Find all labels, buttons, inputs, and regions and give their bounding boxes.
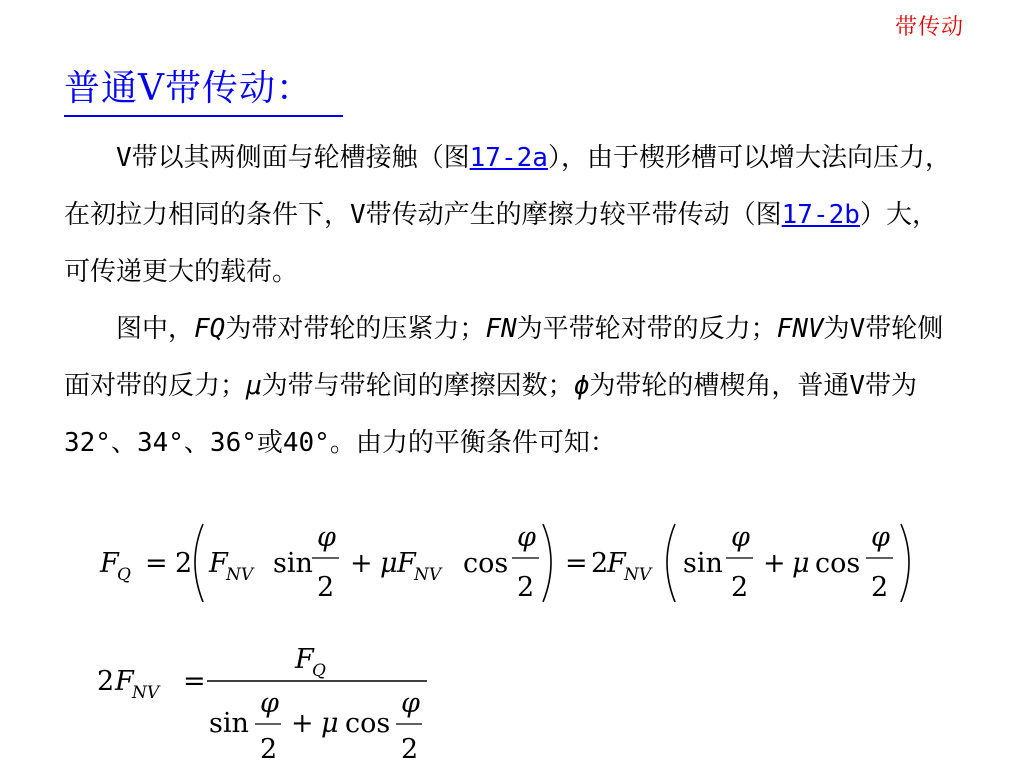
f1-den-two-3: 2 <box>731 572 749 603</box>
f2-sub-NV: NV <box>132 683 160 703</box>
symbol-fq: FQ <box>194 314 226 344</box>
f1-F2: F <box>209 548 228 579</box>
f1-mu-1: μ <box>380 548 398 579</box>
f1-cos-1: cos <box>463 548 509 579</box>
f1-eq-2: = <box>565 548 588 579</box>
f1-eq: = <box>145 548 168 579</box>
para2-text-2: 为带对带轮的压紧力； <box>225 314 486 344</box>
f2-mu: μ <box>321 708 339 739</box>
f2-phi-1: φ <box>260 688 279 719</box>
f1-paren-right-1 <box>543 524 551 602</box>
f1-sin-2: sin <box>683 548 723 579</box>
f1-den-two-2: 2 <box>517 572 535 603</box>
para1-text-3: ）大，可传递更大的载荷。 <box>64 200 938 287</box>
f1-sub-NV-1: NV <box>226 565 254 585</box>
f1-F4: F <box>607 548 626 579</box>
para2-text-3: 为平带轮对带的反力； <box>516 314 777 344</box>
f1-mu-2: μ <box>792 548 810 579</box>
formula-2fnv <box>95 632 435 766</box>
paragraph-v-belt-intro <box>64 130 954 301</box>
f1-sub-Q: Q <box>117 565 131 585</box>
f1-cos-2: cos <box>815 548 861 579</box>
f1-paren-left-1 <box>195 524 203 602</box>
f2-cos: cos <box>345 708 391 739</box>
f2-two: 2 <box>97 666 115 697</box>
para2-text-1: 图中， <box>116 314 195 344</box>
f2-F: F <box>115 666 134 697</box>
f2-sub-Q: Q <box>312 661 326 681</box>
f1-two-2: 2 <box>591 548 609 579</box>
f1-plus-1: + <box>350 548 373 579</box>
f1-sub-NV-3: NV <box>624 565 652 585</box>
f1-two: 2 <box>175 548 193 579</box>
slide-title: 普通V带传动： <box>64 60 343 117</box>
para2-text-4: 为V带轮侧面对带的反力； <box>64 314 944 401</box>
symbol-fnv: FNV <box>776 314 824 344</box>
f2-phi-2: φ <box>401 688 420 719</box>
f1-paren-left-2 <box>667 524 675 602</box>
f1-den-two-4: 2 <box>871 572 889 603</box>
body-text <box>64 130 954 472</box>
f1-F3: F <box>397 548 416 579</box>
f1-phi-1: φ <box>317 522 336 553</box>
f1-sub-NV-2: NV <box>414 565 442 585</box>
formula-force-balance <box>95 512 925 612</box>
figure-link-17-2a[interactable]: 17-2a <box>469 143 548 173</box>
figure-link-17-2b[interactable]: 17-2b <box>781 200 860 230</box>
para1-text-2: ），由于楔形槽可以增大法向压力，在初拉力相同的条件下，V带传动产生的摩擦力较平带传动（图 <box>64 143 951 230</box>
f2-sin: sin <box>209 708 249 739</box>
f1-plus-2: + <box>763 548 786 579</box>
f2-den-two-2: 2 <box>401 734 419 765</box>
para2-text-6: 为带轮的槽楔角，普通V带为32°、34°、36°或40°。由力的平衡条件可知： <box>64 371 917 458</box>
f1-phi-3: φ <box>731 522 750 553</box>
f1-phi-4: φ <box>871 522 890 553</box>
symbol-fn: FN <box>485 314 517 344</box>
symbol-phi: ϕ <box>573 371 590 401</box>
f2-F-num: F <box>295 644 314 675</box>
f2-eq: = <box>183 666 206 697</box>
para1-text-1: V带以其两侧面与轮槽接触（图 <box>116 143 470 173</box>
paragraph-force-definitions <box>64 301 954 472</box>
symbol-mu: μ <box>246 371 262 401</box>
f1-F: F <box>100 548 119 579</box>
f2-den-two-1: 2 <box>260 734 278 765</box>
header-section-tag: 带传动 <box>894 15 964 40</box>
f1-paren-right-2 <box>901 524 909 602</box>
para2-text-5: 为带与带轮间的摩擦因数； <box>261 371 574 401</box>
f2-plus: + <box>291 708 314 739</box>
f1-phi-2: φ <box>517 522 536 553</box>
f1-den-two-1: 2 <box>317 572 335 603</box>
f1-sin-1: sin <box>273 548 313 579</box>
